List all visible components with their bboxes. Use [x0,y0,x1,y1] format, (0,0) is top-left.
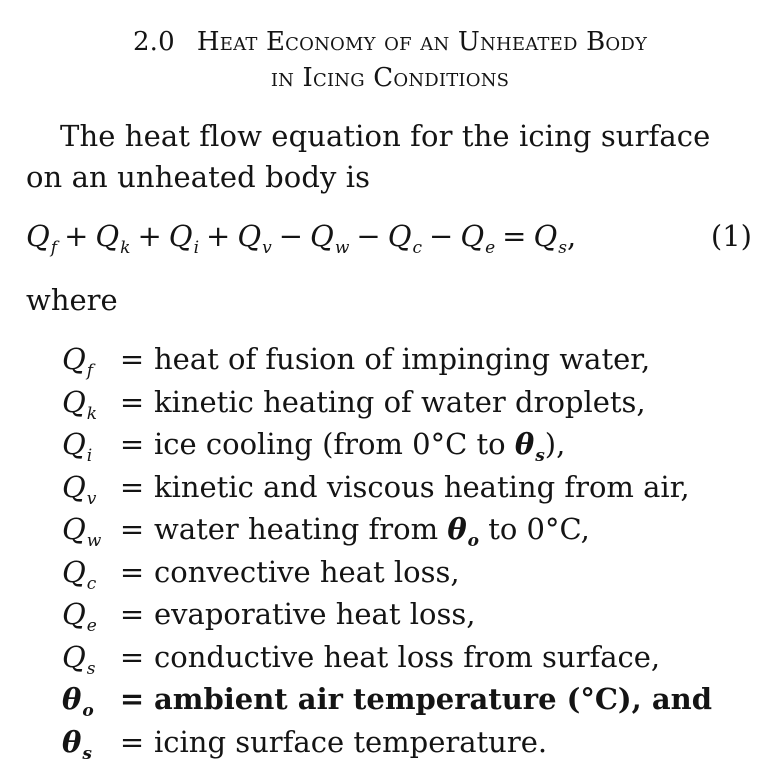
equation-subscript: s [558,238,567,258]
definition-row [60,508,760,551]
definition-symbol-subscript: f [86,361,94,381]
definition-symbol-subscript: c [86,573,97,594]
definition-description: heat of fusion of impinging water, [154,342,651,376]
definition-equals: = [119,682,145,716]
definition-row [60,551,760,594]
definition-row [60,593,760,636]
definition-symbol [60,381,114,428]
definition-symbol [60,593,114,640]
equation-term [533,219,567,258]
equation-term [237,219,272,258]
equation-operator: − [429,219,454,253]
equation-symbol: Q [26,219,50,253]
definition-equals: = [119,512,145,546]
definition-symbol [60,678,114,725]
equation-subscript: i [193,238,200,258]
definition-symbol-subscript: e [86,616,97,636]
definition-symbol-main: θ [62,682,82,716]
definition-equals: = [119,724,145,759]
equation-term [460,219,496,258]
definition-symbol [60,551,114,598]
equation-number: (1) [710,219,752,253]
definition-symbol-main: Q [62,342,86,376]
definition-equals: = [119,384,145,419]
heading-line-1 [20,24,760,60]
equation-subscript: c [412,238,422,258]
definition-description [150,423,565,470]
definition-symbol-main: Q [62,384,86,419]
definition-description: kinetic heating of water droplets, [154,384,646,419]
definition-row [60,466,760,509]
equation-symbol: Q [533,219,558,253]
equation-symbol: Q [237,219,262,253]
section-heading [20,24,760,96]
definition-equals: = [119,554,145,589]
equation-subscript: w [334,238,350,258]
section-title-line-2: in Icing Conditions [270,63,510,93]
definition-text: to 0°C, [479,512,590,546]
equation-symbol: Q [95,219,120,253]
definition-symbol-subscript: i [86,446,93,466]
equation-subscript: e [485,238,496,258]
equation-operator: + [206,219,231,253]
equation-operator: = [502,219,527,253]
equation-subscript: v [262,238,272,258]
definition-theta: θ [514,427,535,461]
definition-theta-subscript: o [467,531,479,551]
equation-operator: − [278,219,304,253]
definition-symbol-main: Q [62,427,86,461]
heat-flow-equation [26,214,752,258]
definition-text: ), [544,427,566,461]
definition-description: evaporative heat loss, [154,597,476,631]
equation-operator: + [64,219,89,253]
definition-symbol-subscript: v [86,488,97,509]
equation-body [26,214,576,263]
equation-term [310,219,350,258]
definition-row [60,338,760,381]
section-title-line-1: Heat Economy of an Unheated Body [196,27,648,57]
definition-theta: θ [447,512,467,546]
definition-equals: = [119,427,145,461]
definition-symbol [60,423,114,470]
definition-symbol-subscript: w [86,531,102,551]
definition-description: kinetic and viscous heating from air, [154,469,690,504]
equation-operator: + [137,219,162,253]
definition-theta-subscript: s [535,446,545,466]
definition-symbol-subscript: o [82,701,94,721]
definition-symbol [60,721,114,768]
where-label: where [26,283,118,317]
definition-symbol-main: Q [62,597,86,631]
equation-tail: , [566,219,577,253]
definition-description [150,508,590,555]
equation-symbol: Q [460,219,485,253]
heading-line-2 [20,60,760,96]
equation-subscript: k [120,238,131,258]
definition-description: ambient air temperature (°C), and [154,682,712,716]
section-number: 2.0 [132,27,175,57]
definition-symbol-subscript: s [82,743,92,764]
definition-equals: = [119,342,145,376]
definition-symbol-main: θ [62,724,82,759]
definition-symbol [60,338,114,385]
definition-description: convective heat loss, [154,554,460,589]
definition-text: ice cooling (from 0°C to [154,427,515,461]
equation-term [95,219,131,258]
definition-description: icing surface temperature. [154,724,548,759]
definition-equals: = [119,597,145,631]
definition-equals: = [119,469,145,504]
definition-symbol-main: Q [62,554,86,589]
definition-text: water heating from [154,512,448,546]
equation-symbol: Q [387,219,412,253]
definition-symbol-subscript: s [86,658,96,679]
equation-operator: − [356,219,381,253]
definition-row [60,423,760,466]
equation-term [168,219,200,258]
definition-symbol [60,466,114,513]
definition-symbol-subscript: k [86,403,98,424]
equation-symbol: Q [310,219,334,253]
definition-row [60,678,760,721]
definition-row [60,721,760,764]
equation-term [387,219,422,258]
definitions-list [60,338,760,763]
definition-description: conductive heat loss from surface, [154,639,661,674]
definition-symbol [60,636,114,683]
equation-symbol: Q [168,219,193,253]
definition-row [60,636,760,679]
equation-term [26,219,58,258]
definition-symbol [60,508,114,555]
equation-subscript: f [50,238,58,258]
definition-symbol-main: Q [62,639,86,674]
definition-equals: = [119,639,145,674]
definition-symbol-main: Q [62,512,86,546]
intro-paragraph: The heat flow equation for the icing surface on an unheated body is [26,119,711,194]
definition-row [60,381,760,424]
definition-symbol-main: Q [62,469,86,504]
